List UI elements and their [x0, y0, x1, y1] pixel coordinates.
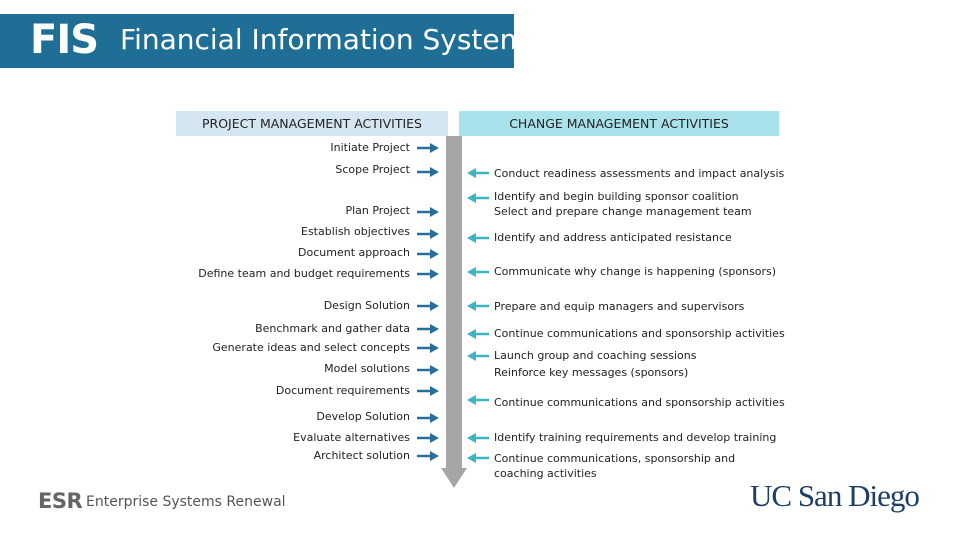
- cm-training-requirements: Identify training requirements and develop training: [494, 431, 777, 444]
- cm-continue-communications-2: Continue communications and sponsorship activities: [494, 396, 785, 409]
- pm-scope-project: Scope Project: [335, 163, 410, 176]
- arrow-right-icon: [416, 412, 440, 424]
- cm-coaching-activities: coaching activities: [494, 467, 597, 480]
- arrow-left-icon: [466, 266, 490, 278]
- arrow-right-icon: [416, 342, 440, 354]
- arrow-left-icon: [466, 432, 490, 444]
- pm-initiate-project: Initiate Project: [330, 141, 410, 154]
- pm-design-solution: Design Solution: [323, 299, 410, 312]
- cm-equip-managers: Prepare and equip managers and supervisors: [494, 300, 745, 313]
- pm-document-requirements: Document requirements: [275, 384, 410, 397]
- esr-logo: ESR: [38, 489, 83, 513]
- ucsd-logo: UC San Diego: [750, 478, 919, 513]
- fis-logo: FIS: [30, 17, 99, 63]
- cm-change-team: Select and prepare change management team: [494, 205, 752, 218]
- pm-plan-project: Plan Project: [345, 204, 410, 217]
- cm-address-resistance: Identify and address anticipated resistance: [494, 231, 732, 244]
- arrow-right-icon: [416, 248, 440, 260]
- arrow-right-icon: [416, 450, 440, 462]
- arrow-left-icon: [466, 167, 490, 179]
- arrow-left-icon: [466, 394, 490, 406]
- pm-establish-objectives: Establish objectives: [301, 225, 410, 238]
- arrow-left-icon: [466, 300, 490, 312]
- cm-coaching-sessions: Launch group and coaching sessions: [494, 349, 697, 362]
- pm-develop-solution: Develop Solution: [316, 410, 410, 423]
- arrow-right-icon: [416, 385, 440, 397]
- arrow-right-icon: [416, 228, 440, 240]
- arrow-right-icon: [416, 300, 440, 312]
- arrow-left-icon: [466, 232, 490, 244]
- cm-readiness-assessment: Conduct readiness assessments and impact analysis: [494, 167, 785, 180]
- project-management-header: PROJECT MANAGEMENT ACTIVITIES: [176, 111, 448, 136]
- cm-communicate-why: Communicate why change is happening (sponsors): [494, 265, 777, 278]
- arrow-right-icon: [416, 364, 440, 376]
- pm-evaluate-alternatives: Evaluate alternatives: [293, 431, 410, 444]
- pm-architect-solution: Architect solution: [313, 449, 410, 462]
- pm-benchmark-gather-data: Benchmark and gather data: [255, 322, 410, 335]
- app-title: Financial Information System: [120, 23, 527, 56]
- esr-name: Enterprise Systems Renewal: [86, 494, 286, 510]
- pm-document-approach: Document approach: [298, 246, 410, 259]
- arrow-right-icon: [416, 166, 440, 178]
- cm-sponsor-coalition: Identify and begin building sponsor coalition: [494, 190, 739, 203]
- arrow-right-icon: [416, 268, 440, 280]
- arrow-right-icon: [416, 206, 440, 218]
- arrow-left-icon: [466, 350, 490, 362]
- arrow-left-icon: [466, 452, 490, 464]
- arrow-right-icon: [416, 323, 440, 335]
- pm-model-solutions: Model solutions: [324, 362, 410, 375]
- change-management-header: CHANGE MANAGEMENT ACTIVITIES: [459, 111, 779, 136]
- arrow-left-icon: [466, 328, 490, 340]
- pm-define-team-budget: Define team and budget requirements: [198, 267, 410, 280]
- arrow-left-icon: [466, 192, 490, 204]
- arrow-right-icon: [416, 142, 440, 154]
- arrow-right-icon: [416, 432, 440, 444]
- pm-generate-ideas: Generate ideas and select concepts: [212, 341, 410, 354]
- cm-reinforce-messages: Reinforce key messages (sponsors): [494, 366, 689, 379]
- cm-continue-communications-1: Continue communications and sponsorship activities: [494, 327, 785, 340]
- cm-continue-communications-3: Continue communications, sponsorship and: [494, 452, 736, 465]
